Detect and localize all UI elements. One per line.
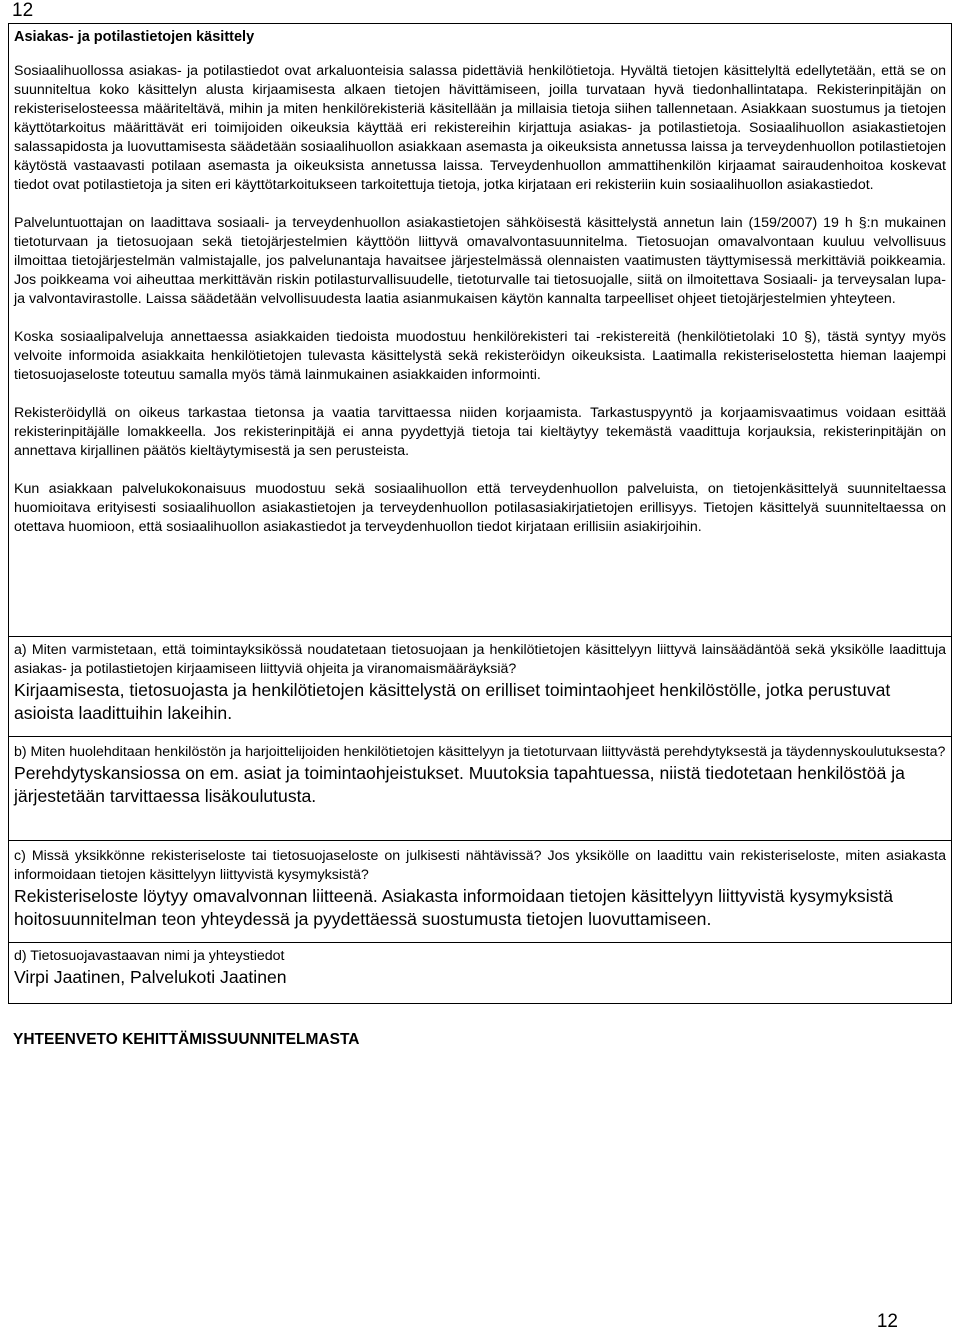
question-section-c — [9, 840, 951, 942]
paragraph-5: Kun asiakkaan palvelukokonaisuus muodostuu sekä sosiaalihuollon että terveydenhuollon palveluista, on tietojenkäsittelyä suunniteltaessa huomioitava erityisesti sosiaalihuollon asiakastietojen ja terveydenhuollon potilasasiakirjatietojen erillisyys. Tietojen käsittelyä suunniteltaessa on otettava huomioon, että sosiaalihuollon asiakastiedot ja terveydenhuollon tiedot kirjataan erillisiin asiakirjoihin. — [14, 481, 946, 535]
question-section-d — [9, 942, 951, 1003]
answer-a: Kirjaamisesta, tietosuojasta ja henkilötietojen käsittelystä on erilliset toimintaohjeet henkilöstölle, jotka perustuvat asioista laadittuihin lakeihin. — [14, 680, 891, 723]
paragraph-2: Palveluntuottajan on laadittava sosiaali- ja terveydenhuollon asiakastietojen sähköisestä käsittelystä annetun lain (159/2007) 19 h §:n mukainen tietoturvaan ja tietosuojaan sekä tietojärjestelmien käyttöön liittyvä omavalvontasuunnitelma. Tietosuojan omavalvontaan kuuluu velvollisuus ilmoittaa tietojärjestelmän valmistajalle, jos palvelunantaja havaitsee järjestelmässä olennaisten vaatimusten täyttymisessä merkittäviä poikkeamia. Jos poikkeama voi aiheuttaa merkittävän riskin potilasturvallisuudelle, tietoturvalle tai tietosuojalle, siitä on ilmoitettava Sosiaali- ja terveysalan lupa- ja valvontavirastolle. Laissa säädetään velvollisuudesta laatia asianmukaisen käytön kannalta tarpeelliset ohjeet tietojärjestelmien yhteyteen. — [14, 215, 946, 307]
paragraph-4: Rekisteröidyllä on oikeus tarkastaa tietonsa ja vaatia tarvittaessa niiden korjaamista. Tarkastuspyyntö ja korjaamisvaatimus voidaan esittää rekisterinpitäjälle lomakkeella. Jos rekisterinpitäjä ei anna pyydettyjä tietoja tai kieltäytyy tekemästä vaadittuja korjauksia, rekisterinpitäjän on annettava kirjallinen päätös kieltäytymisestä ja sen perusteista. — [14, 405, 946, 459]
question-d: d) Tietosuojavastaavan nimi ja yhteystiedot — [14, 948, 285, 964]
page-number-bottom: 12 — [876, 1311, 898, 1332]
document-frame — [8, 23, 952, 1004]
answer-b: Perehdytyskansiossa on em. asiat ja toimintaohjeistukset. Muutoksia tapahtuessa, niistä tiedotetaan henkilöstöä ja järjestetään tarvittaessa lisäkoulutusta. — [14, 763, 905, 806]
question-b: b) Miten huolehditaan henkilöstön ja harjoittelijoiden henkilötietojen käsittelyyn ja tietoturvaan liittyvästä perehdytyksestä ja täydennyskoulutuksesta? — [14, 744, 946, 760]
answer-c: Rekisteriseloste löytyy omavalvonnan liitteenä. Asiakasta informoidaan tietojen käsittelyyn liittyvistä kysymyksistä hoitosuunnitelman teon yhteydessä ja pyydettäessä suostumusta tietojen luovuttamiseen. — [14, 886, 894, 929]
question-a: a) Miten varmistetaan, että toimintayksikössä noudatetaan tietosuojaan ja henkilötietojen käsittelyyn liittyvä lainsäädäntöä sekä yksikölle laadittuja asiakas- ja potilastietojen kirjaamiseen liittyviä ohjeita ja viranomaismääräyksiä? — [14, 642, 946, 677]
question-section-b — [9, 736, 951, 840]
question-c: c) Missä yksikkönne rekisteriseloste tai tietosuojaseloste on julkisesti nähtävissä? Jos yksikölle on laadittu vain rekisteriseloste, miten asiakasta informoidaan tietojen käsittelyyn liittyvistä kysymyksistä? — [14, 848, 946, 883]
paragraph-3: Koska sosiaalipalveluja annettaessa asiakkaiden tiedoista muodostuu henkilörekisteri tai -rekistereitä (henkilötietolaki 10 §), tästä syntyy myös velvoite informoida asiakkaita henkilötietojen tulevasta käsittelystä sekä rekisteröidyn oikeuksista. Laatimalla rekisteriselostetta hieman laajempi tietosuojaseloste toteutuu samalla myös tämä lainmukainen asiakkaiden informointi. — [14, 329, 946, 383]
page-number-top: 12 — [12, 0, 34, 21]
answer-d: Virpi Jaatinen, Palvelukoti Jaatinen — [14, 967, 287, 987]
summary-heading: YHTEENVETO KEHITTÄMISSUUNNITELMASTA — [13, 1031, 360, 1048]
paragraph-1: Sosiaalihuollossa asiakas- ja potilastiedot ovat arkaluonteisia salassa pidettäviä henkilötietoja. Hyvältä tietojen käsittelyltä edellytetään, että se on suunniteltua koko käsittelyn alusta kirjaamisesta alkaen tietojen hävittämiseen, joilla turvataan hyvä tiedonhallintatapa. Rekisterinpitäjän on rekisteriselosteessa määriteltävä, mihin ja miten henkilörekisteriä käsitellään ja millaisia tietoja siihen tallennetaan. Asiakkaan suostumus ja tietojen käyttötarkoitus määrittävät eri toimijoiden oikeuksia käyttää eri rekistereihin kirjattuja asiakas- ja potilastietoja. Sosiaalihuollon asiakastietojen salassapidosta ja luovuttamisesta säädetään sosiaalihuollon asiakkaan asemasta ja oikeuksista annetussa laissa ja terveydenhuollon potilastietojen käytöstä vastaavasti potilaan asemasta ja oikeuksista annetussa laissa. Terveydenhuollon ammattihenkilön kirjaamat sairaudenhoitoa koskevat tiedot ovat potilastietoja ja siten eri käyttötarkoitukseen tarkoitettuja tietoja, jotka kirjataan eri rekisteriin kuin sosiaalihuollon asiakastiedot. — [14, 63, 946, 193]
section-heading: Asiakas- ja potilastietojen käsittely — [14, 29, 255, 45]
intro-section — [9, 24, 951, 636]
question-section-a — [9, 636, 951, 736]
